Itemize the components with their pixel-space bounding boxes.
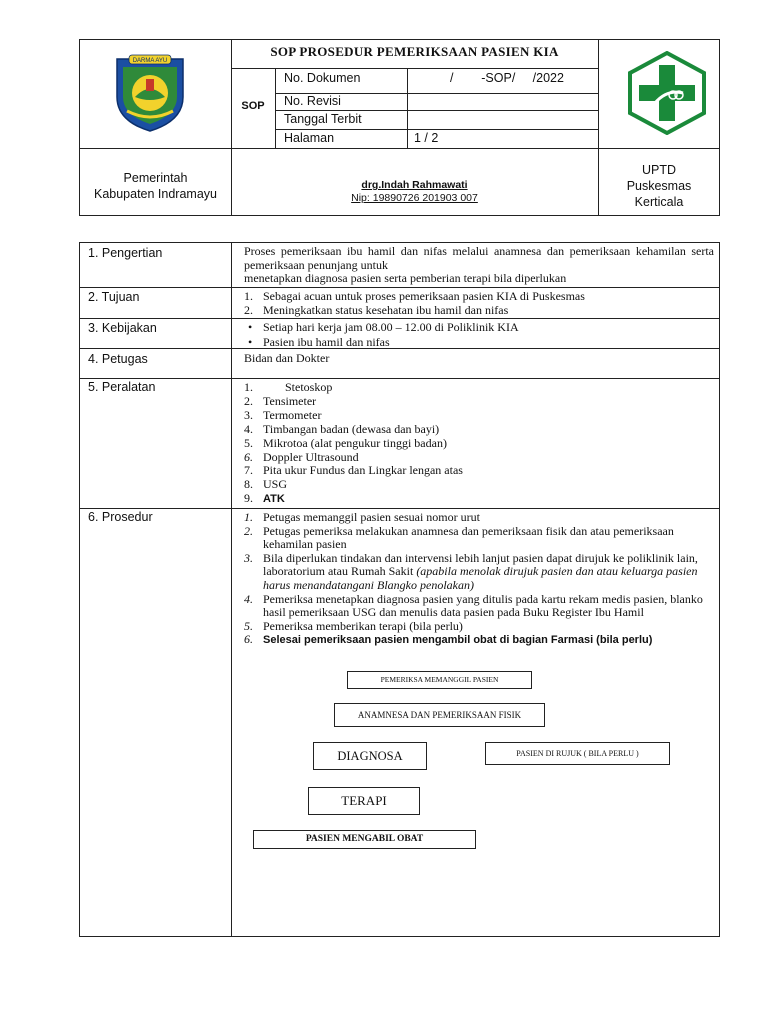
tujuan-list — [244, 290, 714, 317]
prosedur-label: 6. Prosedur — [88, 510, 153, 524]
list-item: • Pasien ibu hamil dan nifas — [248, 334, 390, 349]
pengertian-paragraph: Proses pemeriksaan ibu hamil dan nifas melalui anamnesa dan pemeriksaan kehamilan serta pemeriksaan penunjang untuk — [244, 244, 714, 272]
puskesmas-label: Puskesmas — [626, 179, 692, 193]
doc-number-label: No. Dokumen — [284, 71, 361, 85]
signatory-name: drg.Indah Rahmawati — [361, 179, 468, 191]
list-item: 7. Pita ukur Fundus dan Lingkar lengan atas — [244, 463, 463, 478]
petugas-text: Bidan dan Dokter — [244, 351, 330, 365]
logo-banner-text: DARMA AYU — [132, 58, 168, 64]
pengertian-paragraph-cont: menetapkan diagnosa pasien serta pemberian terapi bila diperlukan — [244, 271, 567, 286]
list-item: 1. Petugas memanggil pasien sesuai nomor urut — [244, 510, 480, 524]
flow-step-referral: PASIEN DI RUJUK ( BILA PERLU ) — [485, 742, 670, 765]
government-line1: Pemerintah — [123, 171, 188, 185]
list-item: 1. Stetoskop — [244, 380, 333, 394]
kebijakan-label: 3. Kebijakan — [88, 321, 157, 335]
tujuan-label: 2. Tujuan — [88, 290, 140, 304]
revision-label: No. Revisi — [284, 94, 341, 108]
doc-number-value: / -SOP/ /2022 — [450, 71, 564, 85]
document-title: SOP PROSEDUR PEMERIKSAAN PASIEN KIA — [270, 44, 559, 59]
list-item: 6. Doppler Ultrasound — [244, 449, 359, 464]
pengertian-label: 1. Pengertian — [88, 246, 163, 260]
flow-step-diagnosis: DIAGNOSA — [313, 742, 427, 770]
kebijakan-list — [244, 321, 714, 349]
list-item: 2. Tensimeter — [244, 393, 317, 408]
header-table — [79, 39, 720, 216]
kerticala-label: Kerticala — [634, 195, 684, 209]
puskesmas-logo — [625, 51, 709, 135]
page-label: Halaman — [284, 131, 335, 145]
petugas-label: 4. Petugas — [88, 352, 148, 366]
list-item: 4. Timbangan badan (dewasa dan bayi) — [244, 421, 440, 436]
peralatan-label: 5. Peralatan — [88, 380, 156, 394]
signatory-nip: Nip: 19890726 201903 007 — [351, 192, 478, 204]
list-item: 6. Selesai pemeriksaan pasien mengambil obat di bagian Farmasi (bila perlu) — [244, 632, 653, 647]
flow-step-anamnesis: ANAMNESA DAN PEMERIKSAAN FISIK — [334, 703, 545, 727]
list-item: 5. Pemeriksa memberikan terapi (bila perlu) — [244, 618, 463, 633]
pengertian-text — [244, 245, 714, 286]
prosedur-list — [244, 511, 714, 648]
flow-step-call-patient: PEMERIKSA MEMANGGIL PASIEN — [347, 671, 532, 689]
regency-logo — [113, 53, 187, 133]
list-item: • Setiap hari kerja jam 08.00 – 12.00 di Poliklinik KIA — [248, 320, 519, 334]
issue-date-label: Tanggal Terbit — [284, 112, 362, 126]
sop-label: SOP — [241, 100, 265, 112]
list-item: 3. Termometer — [244, 407, 322, 422]
list-item: 4. Pemeriksa menetapkan diagnosa pasien yang ditulis pada kartu rekam medis pasien, blanko hasil pemeriksaan USG dan menulis data pasien pada Buku Register Ibu Hamil — [244, 591, 703, 620]
government-line2: Kabupaten Indramayu — [93, 187, 217, 201]
list-item: 1. Sebagai acuan untuk proses pemeriksaan pasien KIA di Puskesmas — [244, 289, 585, 303]
list-item: 3. Bila diperlukan tindakan dan intervensi lebih lanjut pasien dapat dirujuk ke poliklinik lain, laboratorium atau Rumah Sakit (apabila menolak dirujuk pasien dan atau keluarga pasien harus menandatangani Blangko penolakan) — [244, 550, 698, 592]
list-item: 2. Meningkatkan status kesehatan ibu hamil dan nifas — [244, 302, 509, 317]
peralatan-list — [244, 381, 714, 507]
list-item: 5. Mikrotoa (alat pengukur tinggi badan) — [244, 435, 447, 450]
list-item: 9. ATK — [244, 491, 285, 506]
referral-note: (apabila menolak dirujuk pasien dan atau keluarga pasien harus menandatangani Blangko penolakan) — [263, 564, 698, 592]
flow-step-take-medicine: PASIEN MENGABIL OBAT — [253, 830, 476, 849]
flow-step-therapy: TERAPI — [308, 787, 420, 815]
page-value: 1 / 2 — [414, 131, 439, 145]
list-item: 2. Petugas pemeriksa melakukan anamnesa dan pemeriksaan fisik dan atau pemeriksaan kehamilan pasien — [244, 523, 674, 552]
uptd-label: UPTD — [641, 163, 677, 177]
list-item: 8. USG — [244, 477, 288, 492]
